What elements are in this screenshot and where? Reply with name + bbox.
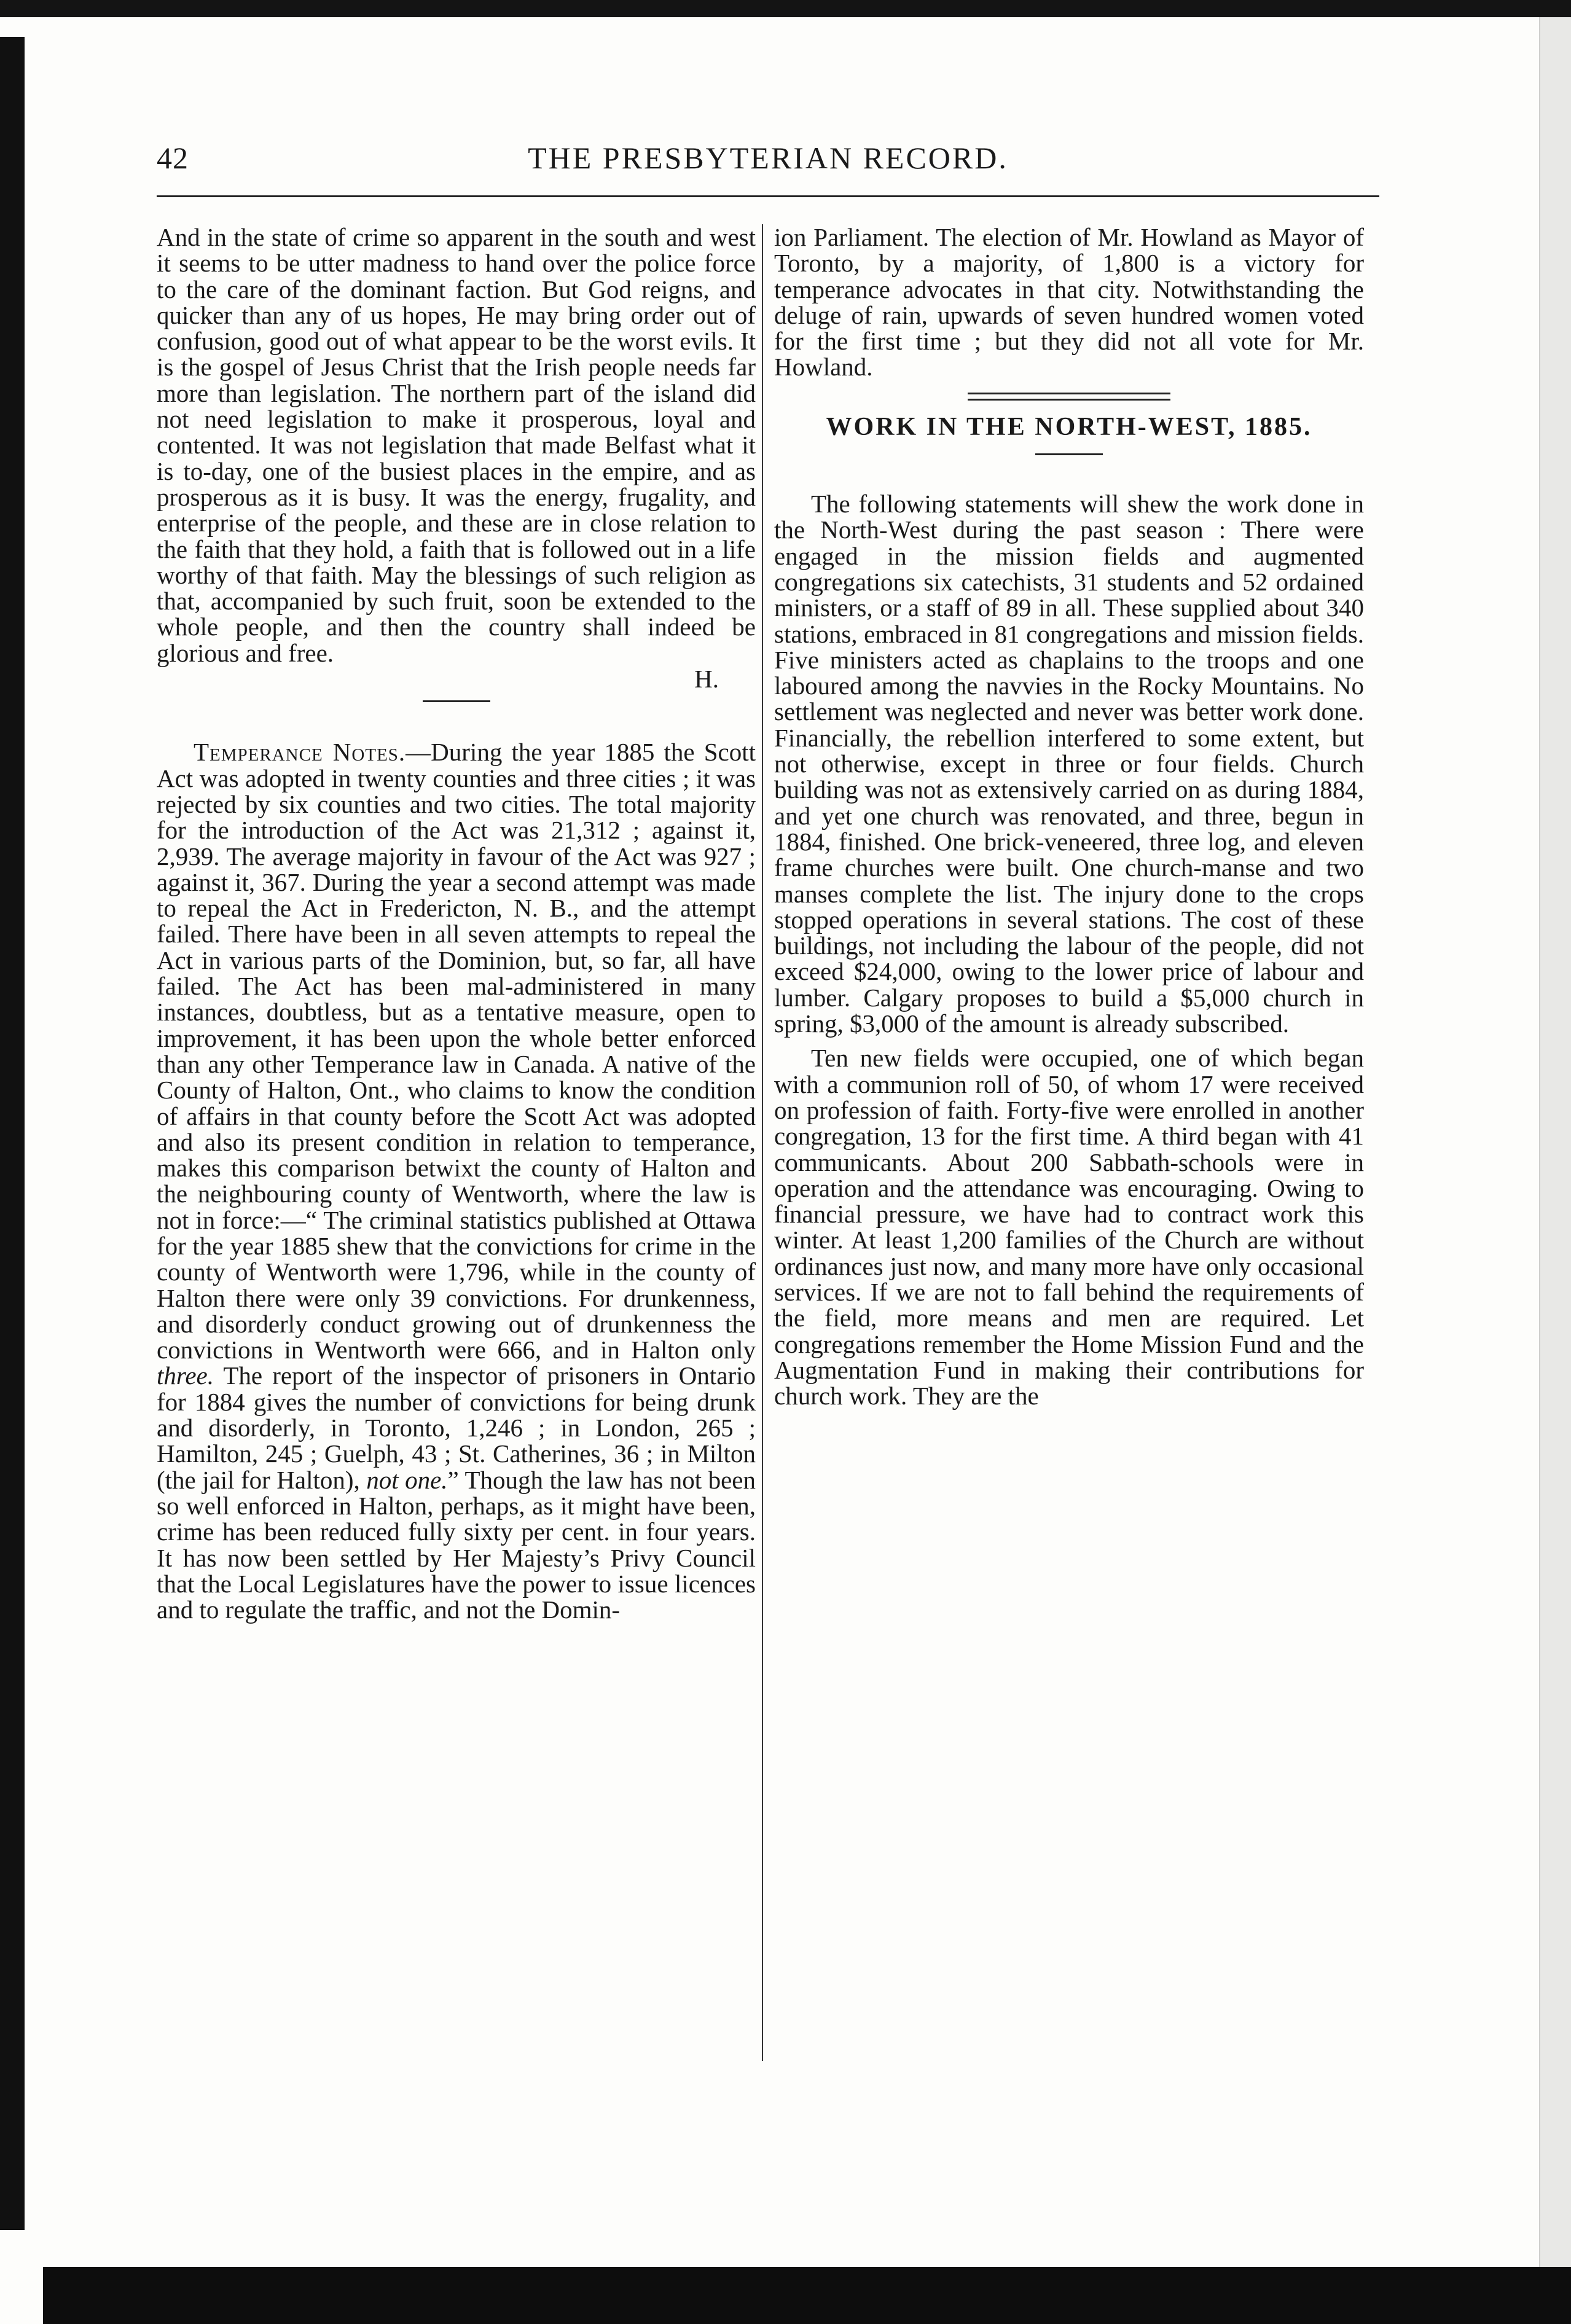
section-rule (423, 700, 490, 702)
right-column (774, 224, 1364, 1409)
irish-article-paragraph: And in the state of crime so apparent in the south and west it seems to be utter madness to hand over the police force to the care of the dominant faction. But God reigns, and quicker than any of us hopes, He may bring order out of confusion, good out of what appear to be the worst evils. It is the gospel of Jesus Christ that the Irish people needs far more than legislation. The northern part of the island did not need legislation to make it prosperous, loyal and contented. It was not legislation that made Belfast what it is to-day, one of the busiest places in the empire, and as prosperous as it is busy. It was the energy, frugality, and enterprise of the people, and these are in close relation to the faith that they hold, a faith that is followed out in a life worthy of that faith. May the blessings of such religion as that, accompanied by such fruit, soon be extended to the whole people, and then the country shall indeed be glorious and free. (157, 223, 756, 667)
scan-border-top (0, 0, 1571, 17)
temperance-notes-paragraph (157, 739, 756, 1622)
north-west-paragraph-1: The following statements will shew the work done in the North-West during the past season : There were engaged in the mission fields and augmented congregations six catechists, 31 students and 52 ordained ministers, or a staff of 89 in all. These supplied about 340 stations, embraced in 81 congregations and mission fields. Five ministers acted as chaplains to the troops and one laboured among the navvies in the Rocky Mountains. No settlement was neglected and never was better work done. Financially, the rebellion interfered to some extent, but not otherwise, except in three or four fields. Church building was not as extensively carried on as during 1884, and yet one church was renovated, and three, begun in 1884, finished. One brick-veneered, three log, and eleven frame churches were built. One church-manse and two manses complete the list. The injury done to the crops stopped operations in several stations. The cost of these buildings, not including the labour of the people, did not exceed $24,000, owing to the lower price of labour and lumber. Calgary proposes to build a $5,000 church in spring, $3,000 of the amount is already subscribed. (774, 490, 1364, 1038)
header-rule (157, 195, 1379, 197)
temperance-notes-heading: Temperance Notes. (194, 738, 406, 767)
page-header (157, 140, 1379, 183)
temperance-text-2: The report of the inspector of prisoners in Ontario for 1884 gives the number of convictions for being drunk and disorderly, in Toronto, 1,246 ; in London, 265 ; Hamilton, 245 ; Guelph, 43 ; St. Catherines, 36 ; in Milton (the jail for Halton), (157, 1361, 756, 1494)
section-title: WORK IN THE NORTH-WEST, 1885. (826, 412, 1312, 441)
italic-not-one: not one. (366, 1465, 448, 1494)
double-rule (968, 393, 1170, 401)
column-divider (762, 224, 763, 2061)
title-rule (1035, 453, 1103, 455)
scan-border-bottom (43, 2267, 1571, 2324)
temperance-text-1: —During the year 1885 the Scott Act was adopted in twenty counties and three cities ; it was rejected by six counties and two cities. The total majority for the introduction of the Act was 21,312 ; against it, 2,939. The average majority in favour of the Act was 927 ; against it, 367. During the year a second attempt was made to repeal the Act in Fredericton, N. B., and the attempt failed. There have been in all seven attempts to repeal the Act in various parts of the Dominion, but, so far, all have failed. The Act has been mal-administered in many instances, doubtless, but as a tentative measure, open to improvement, it has been upon the whole better enforced than any other Temperance law in Canada. A native of the County of Halton, Ont., who claims to know the condition of affairs in that county before the Scott Act was adopted and also its present condition in relation to temperance, makes this comparison betwixt the county of Halton and the neighbouring county of Wentworth, where the law is not in force:—“ The criminal statistics published at Ottawa for the year 1885 shew that the convictions for crime in the county of Wentworth were 1,796, while in the county of Halton there were only 39 convictions. For drunkenness, and disorderly conduct growing out of drunkenness the convictions in Wentworth were 666, and in Halton only (157, 738, 756, 1364)
article-signature: H. (694, 665, 719, 694)
running-title: THE PRESBYTERIAN RECORD. (528, 141, 1008, 175)
scan-border-left (0, 37, 25, 2230)
left-column (157, 224, 756, 1622)
north-west-paragraph-2: Ten new fields were occupied, one of which began with a communion roll of 50, of whom 17 were received on profession of faith. Forty-five were enrolled in another congregation, 13 for the first time. A third began with 41 communicants. About 200 Sabbath-schools were in operation and the attendance was encouraging. Owing to financial pressure, we have had to contract work this winter. At least 1,200 families of the Church are without ordinances just now, and many more have only occasional services. If we are not to fall behind the requirements of the field, more means and men are required. Let congregations remember the Home Mission Fund and the Augmentation Fund in making their contributions for church work. They are the (774, 1044, 1364, 1410)
italic-three: three. (157, 1361, 214, 1390)
temperance-text-3: ” Though the law has not been so well enforced in Halton, perhaps, as it might have been, crime has been reduced fully sixty per cent. in four years. It has now been settled by Her Majesty’s Privy Council that the Local Legislatures have the power to issue licences and to regulate the traffic, and not the Domin- (157, 1465, 756, 1624)
continued-paragraph: ion Parliament. The election of Mr. Howland as Mayor of Toronto, by a majority, of 1,800 is a victory for temperance advocates in that city. Notwithstanding the deluge of rain, upwards of seven hundred women voted for the first time ; but they did not all vote for Mr. Howland. (774, 223, 1364, 381)
page-number: 42 (157, 141, 189, 175)
scan-border-right (1539, 17, 1571, 2284)
